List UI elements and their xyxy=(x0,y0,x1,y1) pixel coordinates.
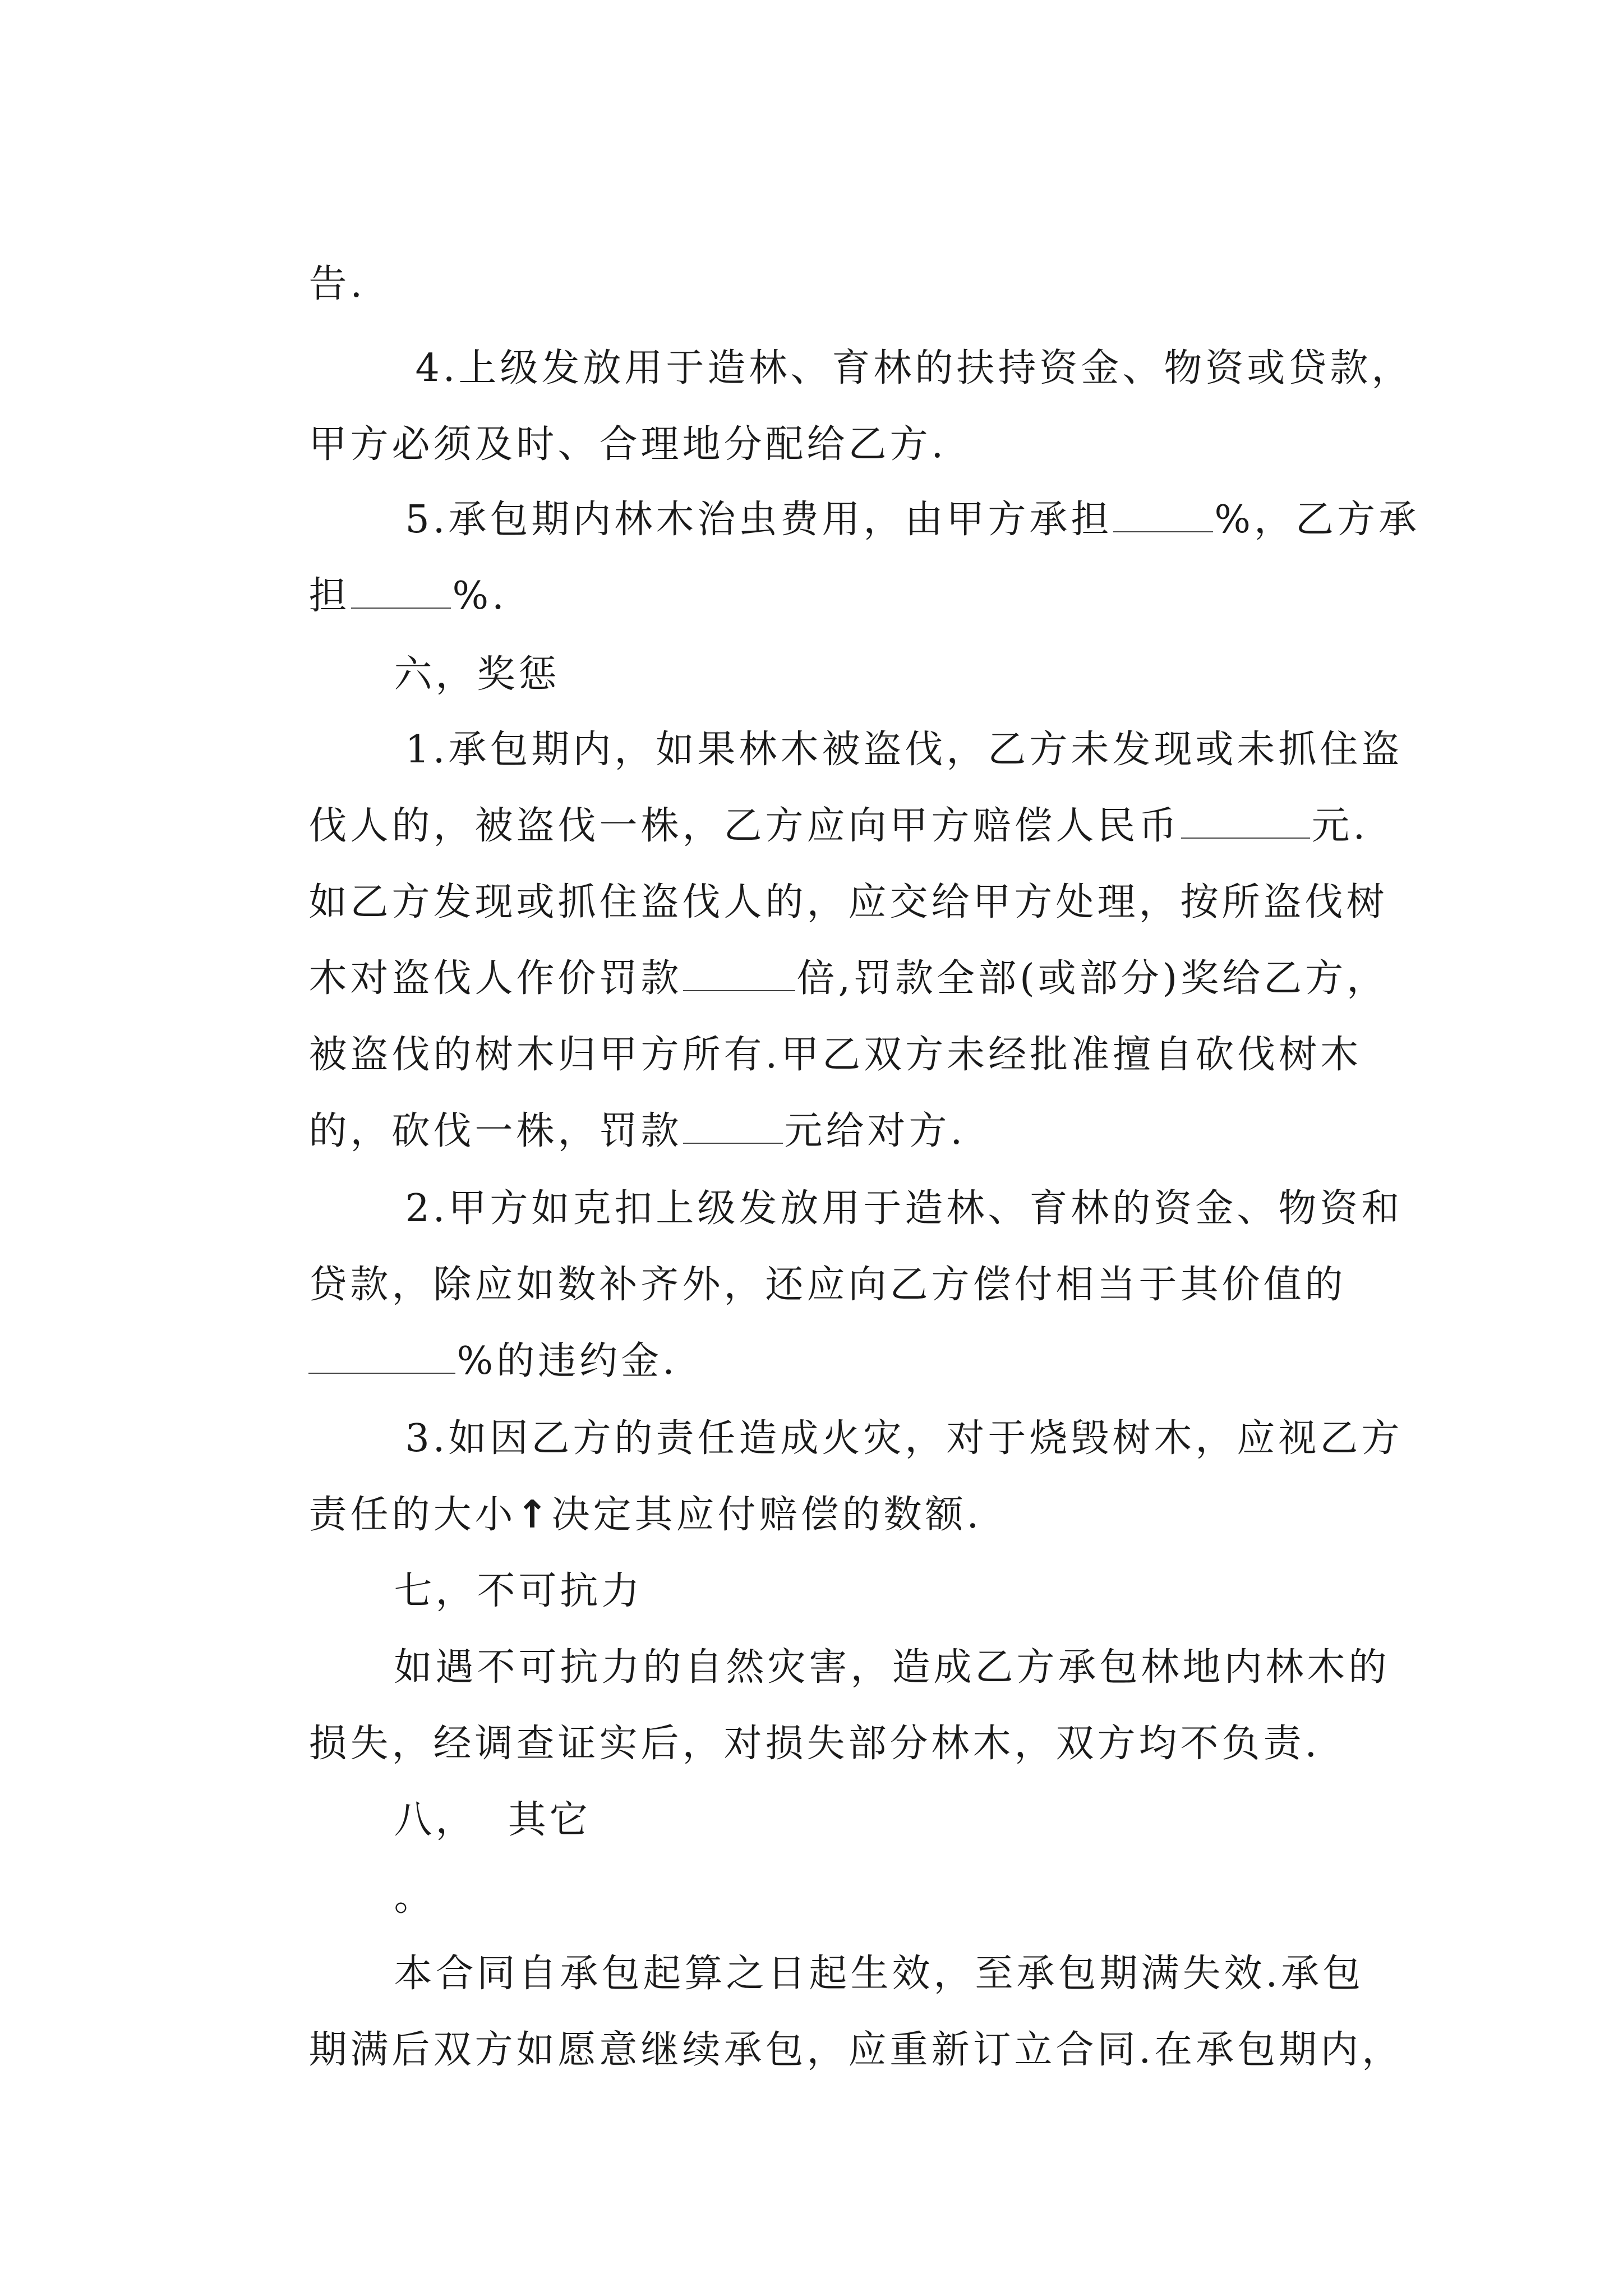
text-line-19: 如遇不可抗力的自然灾害，造成乙方承包林地内林木的 xyxy=(394,1645,1390,1690)
section-heading-8: 八， 其它 xyxy=(394,1798,591,1842)
text-line-7: 1.承包期内，如果林木被盗伐，乙方未发现或未抓住盗 xyxy=(405,728,1403,772)
text-line-15: %的违约金. xyxy=(247,1286,678,1437)
text-line-16: 3.如因乙方的责任造成火灾，对于烧毁树木，应视乙方 xyxy=(405,1416,1403,1461)
text-line-24: 期满后双方如愿意继续承包，应重新订立合同.在承包期内， xyxy=(308,2028,1404,2072)
text-line-22: 。 xyxy=(394,1875,436,1920)
text-line-10: 木对盗伐人作价罚款 倍,罚款全部(或部分)奖给乙方， xyxy=(308,956,1389,1001)
text-line-20: 损失，经调查证实后，对损失部分林木，双方均不负责. xyxy=(308,1722,1321,1766)
text-line-12: 的，砍伐一株，罚款 元给对方. xyxy=(308,1109,966,1153)
text-line-4: 5.承包期内林木治虫费用，由甲方承担 %，乙方承 xyxy=(405,498,1420,542)
text-line-2: 4.上级发放用于造林、育林的扶持资金、物资或贷款， xyxy=(415,346,1413,390)
text-line-23: 本合同自承包起算之日起生效，至承包期满失效.承包 xyxy=(394,1952,1364,1996)
text-line-8: 伐人的，被盗伐一株，乙方应向甲方赔偿人民币 元. xyxy=(308,804,1369,848)
section-heading-6: 六，奖惩 xyxy=(394,652,560,697)
text-line-14: 贷款，除应如数补齐外，还应向乙方偿付相当于其价值的 xyxy=(308,1263,1347,1307)
text-line-11: 被盗伐的树木归甲方所有.甲乙双方未经批准擅自砍伐树木 xyxy=(308,1033,1362,1077)
fill-in-blank-pest-party-a[interactable] xyxy=(1113,497,1213,532)
text-line-9: 如乙方发现或抓住盗伐人的，应交给甲方处理，按所盗伐树 xyxy=(308,880,1388,924)
text-line-1: 告. xyxy=(308,262,366,306)
text-line-17: 责任的大小↑决定其应付赔偿的数额. xyxy=(308,1493,983,1537)
text-line-3: 甲方必须及时、合理地分配给乙方. xyxy=(308,422,947,467)
text-line-13: 2.甲方如克扣上级发放用于造林、育林的资金、物资和 xyxy=(405,1186,1403,1231)
section-heading-7: 七，不可抗力 xyxy=(394,1569,643,1613)
text-line-5: 担 %. xyxy=(308,574,508,618)
arrow-up-icon: ↑ xyxy=(516,1493,552,1537)
